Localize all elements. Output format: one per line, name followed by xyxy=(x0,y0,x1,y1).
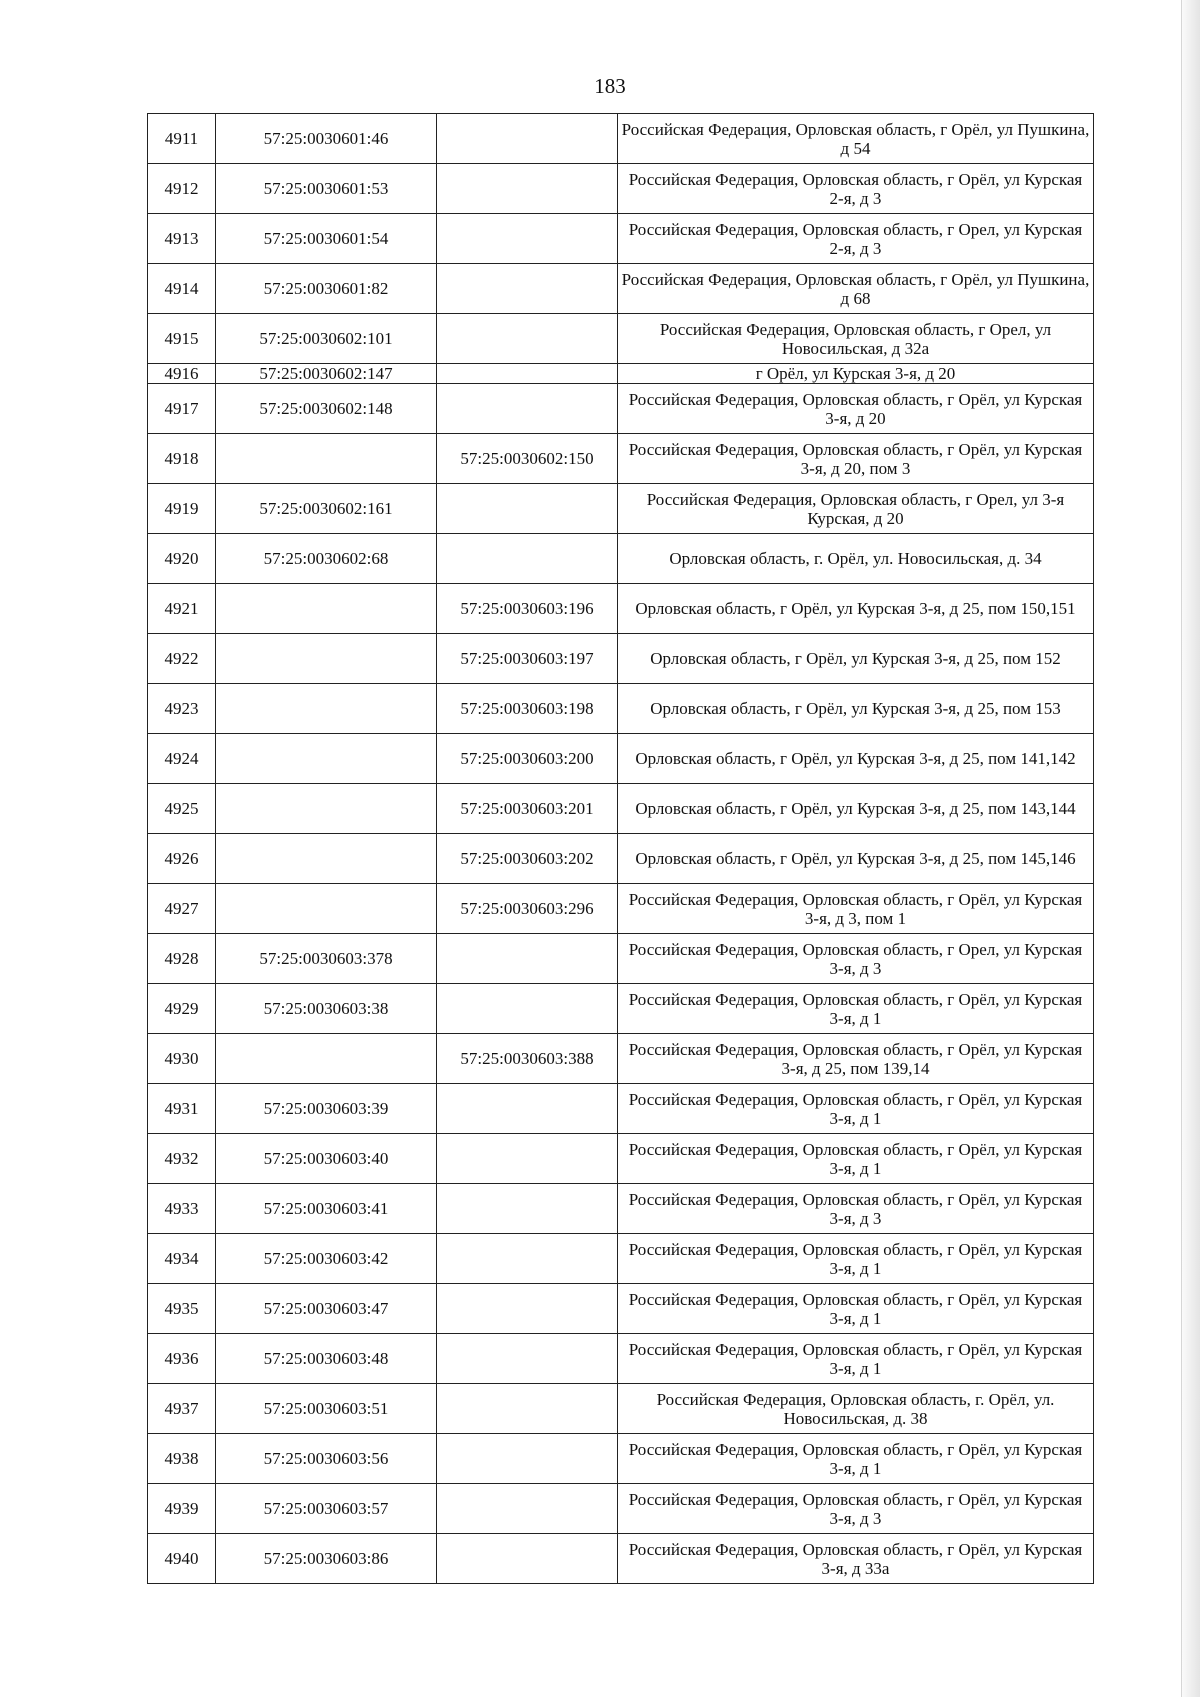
related-cadastral-number-cell xyxy=(437,534,618,584)
address-cell: Российская Федерация, Орловская область, г Орёл, ул Курская 3-я, д 3, пом 1 xyxy=(618,884,1094,934)
related-cadastral-number-cell xyxy=(437,484,618,534)
address-cell: Орловская область, г Орёл, ул Курская 3-я, д 25, пом 152 xyxy=(618,634,1094,684)
row-number-cell: 4931 xyxy=(148,1084,216,1134)
table-row xyxy=(148,584,1094,634)
page-edge-shadow xyxy=(1181,0,1200,1697)
table-row xyxy=(148,1334,1094,1384)
address-cell: Российская Федерация, Орловская область, г Орёл, ул Курская 3-я, д 1 xyxy=(618,1234,1094,1284)
page-number: 183 xyxy=(594,74,626,98)
related-cadastral-number-cell: 57:25:0030603:197 xyxy=(437,634,618,684)
related-cadastral-number-cell xyxy=(437,1084,618,1134)
table-row xyxy=(148,314,1094,364)
row-number-cell: 4919 xyxy=(148,484,216,534)
address-cell: Российская Федерация, Орловская область, г Орел, ул 3-я Курская, д 20 xyxy=(618,484,1094,534)
row-number-cell: 4929 xyxy=(148,984,216,1034)
table-row xyxy=(148,884,1094,934)
cadastral-number-cell xyxy=(216,784,437,834)
address-cell: Российская Федерация, Орловская область, г Орёл, ул Курская 3-я, д 1 xyxy=(618,1134,1094,1184)
row-number-cell: 4937 xyxy=(148,1384,216,1434)
address-cell: Российская Федерация, Орловская область, г Орёл, ул Курская 3-я, д 20 xyxy=(618,384,1094,434)
row-number-cell: 4922 xyxy=(148,634,216,684)
related-cadastral-number-cell xyxy=(437,1284,618,1334)
table-row xyxy=(148,634,1094,684)
row-number-cell: 4930 xyxy=(148,1034,216,1084)
row-number-cell: 4914 xyxy=(148,264,216,314)
table-row xyxy=(148,384,1094,434)
related-cadastral-number-cell xyxy=(437,1134,618,1184)
row-number-cell: 4936 xyxy=(148,1334,216,1384)
table-row xyxy=(148,934,1094,984)
address-cell: Российская Федерация, Орловская область, г Орёл, ул Курская 3-я, д 33а xyxy=(618,1534,1094,1584)
row-number-cell: 4918 xyxy=(148,434,216,484)
address-cell: Российская Федерация, Орловская область, г Орёл, ул Курская 2-я, д 3 xyxy=(618,164,1094,214)
cadastral-number-cell: 57:25:0030602:148 xyxy=(216,384,437,434)
cadastral-number-cell: 57:25:0030601:53 xyxy=(216,164,437,214)
cadastral-number-cell: 57:25:0030602:68 xyxy=(216,534,437,584)
row-number-cell: 4928 xyxy=(148,934,216,984)
address-cell: Орловская область, г. Орёл, ул. Новосильская, д. 34 xyxy=(618,534,1094,584)
cadastral-number-cell: 57:25:0030601:82 xyxy=(216,264,437,314)
cadastral-number-cell: 57:25:0030603:47 xyxy=(216,1284,437,1334)
related-cadastral-number-cell xyxy=(437,264,618,314)
cadastral-number-cell xyxy=(216,1034,437,1084)
row-number-cell: 4927 xyxy=(148,884,216,934)
cadastral-number-cell: 57:25:0030603:51 xyxy=(216,1384,437,1434)
row-number-cell: 4921 xyxy=(148,584,216,634)
related-cadastral-number-cell: 57:25:0030603:196 xyxy=(437,584,618,634)
address-cell: Российская Федерация, Орловская область, г Орёл, ул Курская 3-я, д 1 xyxy=(618,1334,1094,1384)
cadastral-number-cell: 57:25:0030603:40 xyxy=(216,1134,437,1184)
table-row xyxy=(148,484,1094,534)
row-number-cell: 4924 xyxy=(148,734,216,784)
table-row xyxy=(148,684,1094,734)
related-cadastral-number-cell xyxy=(437,364,618,384)
address-cell: Российская Федерация, Орловская область, г Орёл, ул Курская 3-я, д 1 xyxy=(618,1434,1094,1484)
row-number-cell: 4915 xyxy=(148,314,216,364)
cadastral-number-cell: 57:25:0030602:161 xyxy=(216,484,437,534)
address-cell: Российская Федерация, Орловская область, г Орёл, ул Курская 3-я, д 25, пом 139,14 xyxy=(618,1034,1094,1084)
address-cell: Российская Федерация, Орловская область, г Орёл, ул Курская 3-я, д 1 xyxy=(618,1284,1094,1334)
related-cadastral-number-cell: 57:25:0030603:201 xyxy=(437,784,618,834)
address-cell: Орловская область, г Орёл, ул Курская 3-я, д 25, пом 150,151 xyxy=(618,584,1094,634)
table-row xyxy=(148,984,1094,1034)
address-cell: г Орёл, ул Курская 3-я, д 20 xyxy=(618,364,1094,384)
cadastral-number-cell xyxy=(216,884,437,934)
row-number-cell: 4938 xyxy=(148,1434,216,1484)
table-row xyxy=(148,214,1094,264)
row-number-cell: 4939 xyxy=(148,1484,216,1534)
address-cell: Российская Федерация, Орловская область, г Орёл, ул Курская 3-я, д 1 xyxy=(618,1084,1094,1134)
cadastral-number-cell xyxy=(216,734,437,784)
related-cadastral-number-cell xyxy=(437,114,618,164)
cadastral-number-cell: 57:25:0030603:41 xyxy=(216,1184,437,1234)
related-cadastral-number-cell xyxy=(437,1384,618,1434)
related-cadastral-number-cell: 57:25:0030603:296 xyxy=(437,884,618,934)
related-cadastral-number-cell xyxy=(437,934,618,984)
address-cell: Орловская область, г Орёл, ул Курская 3-я, д 25, пом 145,146 xyxy=(618,834,1094,884)
table-row xyxy=(148,534,1094,584)
table-row xyxy=(148,164,1094,214)
table-row xyxy=(148,784,1094,834)
address-cell: Российская Федерация, Орловская область, г Орёл, ул Курская 3-я, д 20, пом 3 xyxy=(618,434,1094,484)
row-number-cell: 4917 xyxy=(148,384,216,434)
address-cell: Российская Федерация, Орловская область, г. Орёл, ул. Новосильская, д. 38 xyxy=(618,1384,1094,1434)
cadastral-number-cell xyxy=(216,584,437,634)
related-cadastral-number-cell xyxy=(437,1184,618,1234)
address-cell: Орловская область, г Орёл, ул Курская 3-я, д 25, пом 153 xyxy=(618,684,1094,734)
row-number-cell: 4934 xyxy=(148,1234,216,1284)
address-cell: Орловская область, г Орёл, ул Курская 3-я, д 25, пом 141,142 xyxy=(618,734,1094,784)
related-cadastral-number-cell xyxy=(437,164,618,214)
table-row xyxy=(148,734,1094,784)
table-row xyxy=(148,1034,1094,1084)
related-cadastral-number-cell: 57:25:0030603:198 xyxy=(437,684,618,734)
table-row xyxy=(148,434,1094,484)
address-cell: Орловская область, г Орёл, ул Курская 3-я, д 25, пом 143,144 xyxy=(618,784,1094,834)
cadastral-number-cell: 57:25:0030603:57 xyxy=(216,1484,437,1534)
table-row xyxy=(148,364,1094,384)
row-number-cell: 4925 xyxy=(148,784,216,834)
cadastral-number-cell xyxy=(216,434,437,484)
table-row xyxy=(148,1134,1094,1184)
row-number-cell: 4932 xyxy=(148,1134,216,1184)
address-cell: Российская Федерация, Орловская область, г Орел, ул Новосильская, д 32а xyxy=(618,314,1094,364)
address-cell: Российская Федерация, Орловская область, г Орёл, ул Курская 3-я, д 3 xyxy=(618,1484,1094,1534)
row-number-cell: 4913 xyxy=(148,214,216,264)
address-cell: Российская Федерация, Орловская область, г Орел, ул Курская 2-я, д 3 xyxy=(618,214,1094,264)
related-cadastral-number-cell xyxy=(437,384,618,434)
row-number-cell: 4926 xyxy=(148,834,216,884)
table-row xyxy=(148,1284,1094,1334)
related-cadastral-number-cell xyxy=(437,984,618,1034)
cadastral-number-cell xyxy=(216,634,437,684)
row-number-cell: 4916 xyxy=(148,364,216,384)
table-row xyxy=(148,264,1094,314)
row-number-cell: 4935 xyxy=(148,1284,216,1334)
table-row xyxy=(148,114,1094,164)
table-row xyxy=(148,1534,1094,1584)
cadastral-number-cell: 57:25:0030603:378 xyxy=(216,934,437,984)
related-cadastral-number-cell: 57:25:0030602:150 xyxy=(437,434,618,484)
related-cadastral-number-cell xyxy=(437,314,618,364)
cadastral-number-cell: 57:25:0030603:86 xyxy=(216,1534,437,1584)
address-cell: Российская Федерация, Орловская область, г Орёл, ул Курская 3-я, д 3 xyxy=(618,1184,1094,1234)
cadastral-number-cell: 57:25:0030602:147 xyxy=(216,364,437,384)
cadastral-number-cell: 57:25:0030603:48 xyxy=(216,1334,437,1384)
table-row xyxy=(148,1484,1094,1534)
row-number-cell: 4923 xyxy=(148,684,216,734)
row-number-cell: 4933 xyxy=(148,1184,216,1234)
related-cadastral-number-cell: 57:25:0030603:388 xyxy=(437,1034,618,1084)
cadastral-number-cell: 57:25:0030603:39 xyxy=(216,1084,437,1134)
row-number-cell: 4940 xyxy=(148,1534,216,1584)
related-cadastral-number-cell xyxy=(437,1334,618,1384)
cadastral-number-cell: 57:25:0030601:46 xyxy=(216,114,437,164)
related-cadastral-number-cell: 57:25:0030603:202 xyxy=(437,834,618,884)
table-row xyxy=(148,1234,1094,1284)
related-cadastral-number-cell xyxy=(437,1434,618,1484)
cadastral-number-cell: 57:25:0030603:42 xyxy=(216,1234,437,1284)
address-cell: Российская Федерация, Орловская область, г Орёл, ул Пушкина, д 68 xyxy=(618,264,1094,314)
table-row xyxy=(148,1384,1094,1434)
related-cadastral-number-cell xyxy=(437,1484,618,1534)
cadastral-number-cell: 57:25:0030603:56 xyxy=(216,1434,437,1484)
row-number-cell: 4911 xyxy=(148,114,216,164)
row-number-cell: 4912 xyxy=(148,164,216,214)
related-cadastral-number-cell xyxy=(437,1234,618,1284)
table-row xyxy=(148,1184,1094,1234)
address-cell: Российская Федерация, Орловская область, г Орёл, ул Пушкина, д 54 xyxy=(618,114,1094,164)
related-cadastral-number-cell xyxy=(437,214,618,264)
related-cadastral-number-cell xyxy=(437,1534,618,1584)
cadastral-number-cell xyxy=(216,834,437,884)
address-cell: Российская Федерация, Орловская область, г Орел, ул Курская 3-я, д 3 xyxy=(618,934,1094,984)
cadastral-number-cell xyxy=(216,684,437,734)
property-registry-table xyxy=(147,113,1094,1584)
related-cadastral-number-cell: 57:25:0030603:200 xyxy=(437,734,618,784)
table-row xyxy=(148,1434,1094,1484)
address-cell: Российская Федерация, Орловская область, г Орёл, ул Курская 3-я, д 1 xyxy=(618,984,1094,1034)
row-number-cell: 4920 xyxy=(148,534,216,584)
cadastral-number-cell: 57:25:0030603:38 xyxy=(216,984,437,1034)
cadastral-number-cell: 57:25:0030601:54 xyxy=(216,214,437,264)
cadastral-number-cell: 57:25:0030602:101 xyxy=(216,314,437,364)
table-body xyxy=(148,114,1094,1584)
table-row xyxy=(148,1084,1094,1134)
table-row xyxy=(148,834,1094,884)
